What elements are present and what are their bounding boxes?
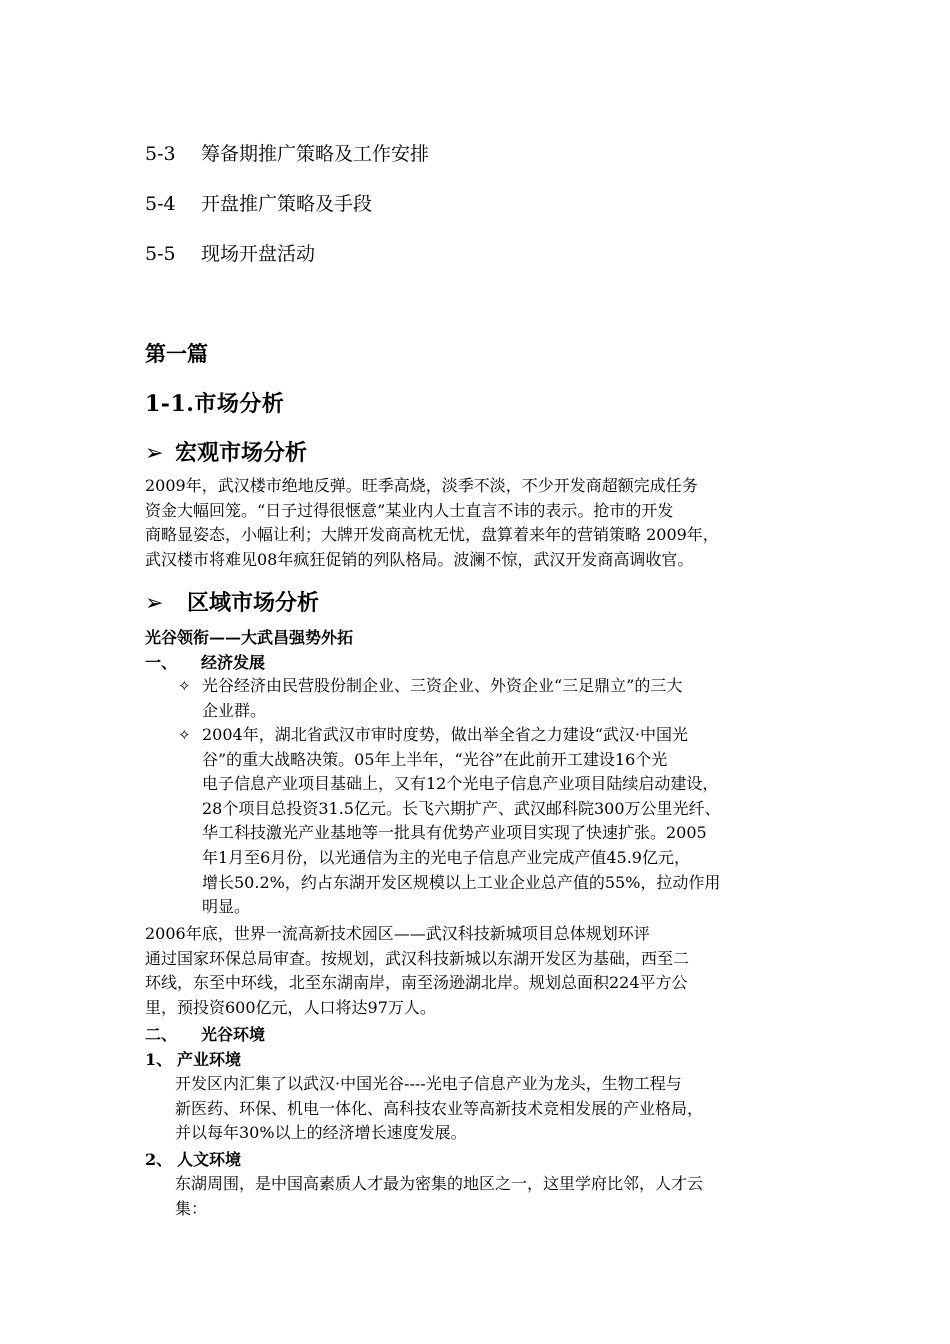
toc-number: 5-5	[145, 243, 176, 265]
bullet-line: 28个项目总投资31.5亿元。长飞六期扩产、武汉邮科院300万公里光纤、	[202, 798, 721, 818]
paragraph-line: 通过国家环保总局审查。按规划，武汉科技新城以东湖开发区为基础，西至二	[145, 948, 690, 968]
econ-title: 经济发展	[201, 653, 266, 672]
toc-title: 筹备期推广策略及工作安排	[201, 143, 430, 165]
paragraph-line: 并以每年30%以上的经济增长速度发展。	[175, 1123, 467, 1143]
bullet-line: 电子信息产业项目基础上，又有12个光电子信息产业项目陆续启动建设，	[202, 774, 719, 794]
bullet-line: 2004年，湖北省武汉市审时度势，做出举全省之力建设“武汉·中国光	[202, 725, 688, 744]
paragraph-line: 武汉楼市将难见08年疯狂促销的列队格局。波澜不惊，武汉开发商高调收官。	[145, 549, 694, 569]
cultural-env-paragraph	[175, 1172, 703, 1221]
macro-paragraph	[145, 474, 719, 572]
cultural-env-number: 2、	[145, 1150, 173, 1169]
bullet-line: 增长50.2%，约占东湖开发区规模以上工业企业总产值的55%，拉动作用	[202, 872, 721, 892]
industry-env-title: 产业环境	[177, 1050, 242, 1069]
paragraph-line: 环线，东至中环线，北至东湖南岸，南至汤逊湖北岸。规划总面积224平方公	[145, 973, 688, 993]
regional-subtitle: 光谷领衔——大武昌强势外拓	[145, 628, 354, 647]
toc-entry-5-3[interactable]	[145, 139, 429, 166]
toc-title: 现场开盘活动	[201, 243, 316, 265]
cultural-env-heading	[145, 1147, 241, 1170]
toc-number: 5-4	[145, 193, 176, 215]
diamond-bullet-icon: ✧	[178, 726, 191, 744]
toc-entry-5-4[interactable]	[145, 189, 372, 216]
paragraph-line: 2009年，武汉楼市绝地反弹。旺季高烧，淡季不淡，不少开发商超额完成任务	[145, 476, 698, 495]
industry-env-heading	[145, 1047, 241, 1070]
econ-paragraph	[145, 922, 689, 1020]
econ-heading	[145, 650, 265, 673]
bullet-line: 谷”的重大战略决策。05年上半年，“光谷”在此前开工建设16个光	[202, 749, 668, 769]
industry-env-number: 1、	[145, 1050, 173, 1069]
env-title: 光谷环境	[201, 1025, 266, 1044]
macro-heading-text: 宏观市场分析	[175, 440, 308, 466]
paragraph-line: 东湖周围，是中国高素质人才最为密集的地区之一，这里学府比邻，人才云	[175, 1174, 704, 1193]
bullet-line: 企业群。	[202, 700, 267, 720]
toc-number: 5-3	[145, 143, 176, 165]
arrow-bullet-icon: ➢	[145, 591, 164, 616]
paragraph-line: 资金大幅回笼。“日子过得很惬意”某业内人士直言不讳的表示。抢市的开发	[145, 500, 674, 520]
paragraph-line: 开发区内汇集了以武汉·中国光谷----光电子信息产业为龙头，生物工程与	[175, 1074, 682, 1093]
paragraph-line: 2006年底，世界一流高新技术园区——武汉科技新城项目总体规划环评	[145, 924, 650, 943]
regional-heading-text: 区域市场分析	[187, 590, 320, 616]
macro-heading	[145, 436, 307, 467]
toc-entry-5-5[interactable]	[145, 239, 315, 266]
cultural-env-title: 人文环境	[177, 1150, 242, 1169]
section-title: 1-1.市场分析	[145, 391, 285, 417]
env-heading	[145, 1022, 265, 1045]
toc-title: 开盘推广策略及手段	[201, 193, 373, 215]
bullet-line: 光谷经济由民营股份制企业、三资企业、外资企业“三足鼎立”的三大	[202, 676, 683, 695]
paragraph-line: 集：	[175, 1198, 208, 1218]
arrow-bullet-icon: ➢	[145, 441, 164, 466]
paragraph-line: 商略显姿态，小幅让利；大牌开发商高枕无忧，盘算着来年的营销策略 2009年，	[145, 525, 719, 545]
regional-heading	[145, 586, 319, 617]
paragraph-line: 里，预投资600亿元，人口将达97万人。	[145, 997, 436, 1017]
bullet-line: 年1月至6月份，以光通信为主的光电子信息产业完成产值45.9亿元，	[202, 847, 690, 867]
industry-env-paragraph	[175, 1072, 703, 1146]
env-number: 二、	[145, 1025, 178, 1044]
diamond-bullet-icon: ✧	[178, 677, 191, 695]
paragraph-line: 新医药、环保、机电一体化、高科技农业等高新技术竞相发展的产业格局，	[175, 1098, 704, 1118]
bullet-line: 明显。	[202, 897, 251, 917]
bullet-line: 华工科技激光产业基地等一批具有优势产业项目实现了快速扩张。2005	[202, 823, 707, 843]
econ-number: 一、	[145, 653, 178, 672]
part-title: 第一篇	[145, 341, 208, 366]
